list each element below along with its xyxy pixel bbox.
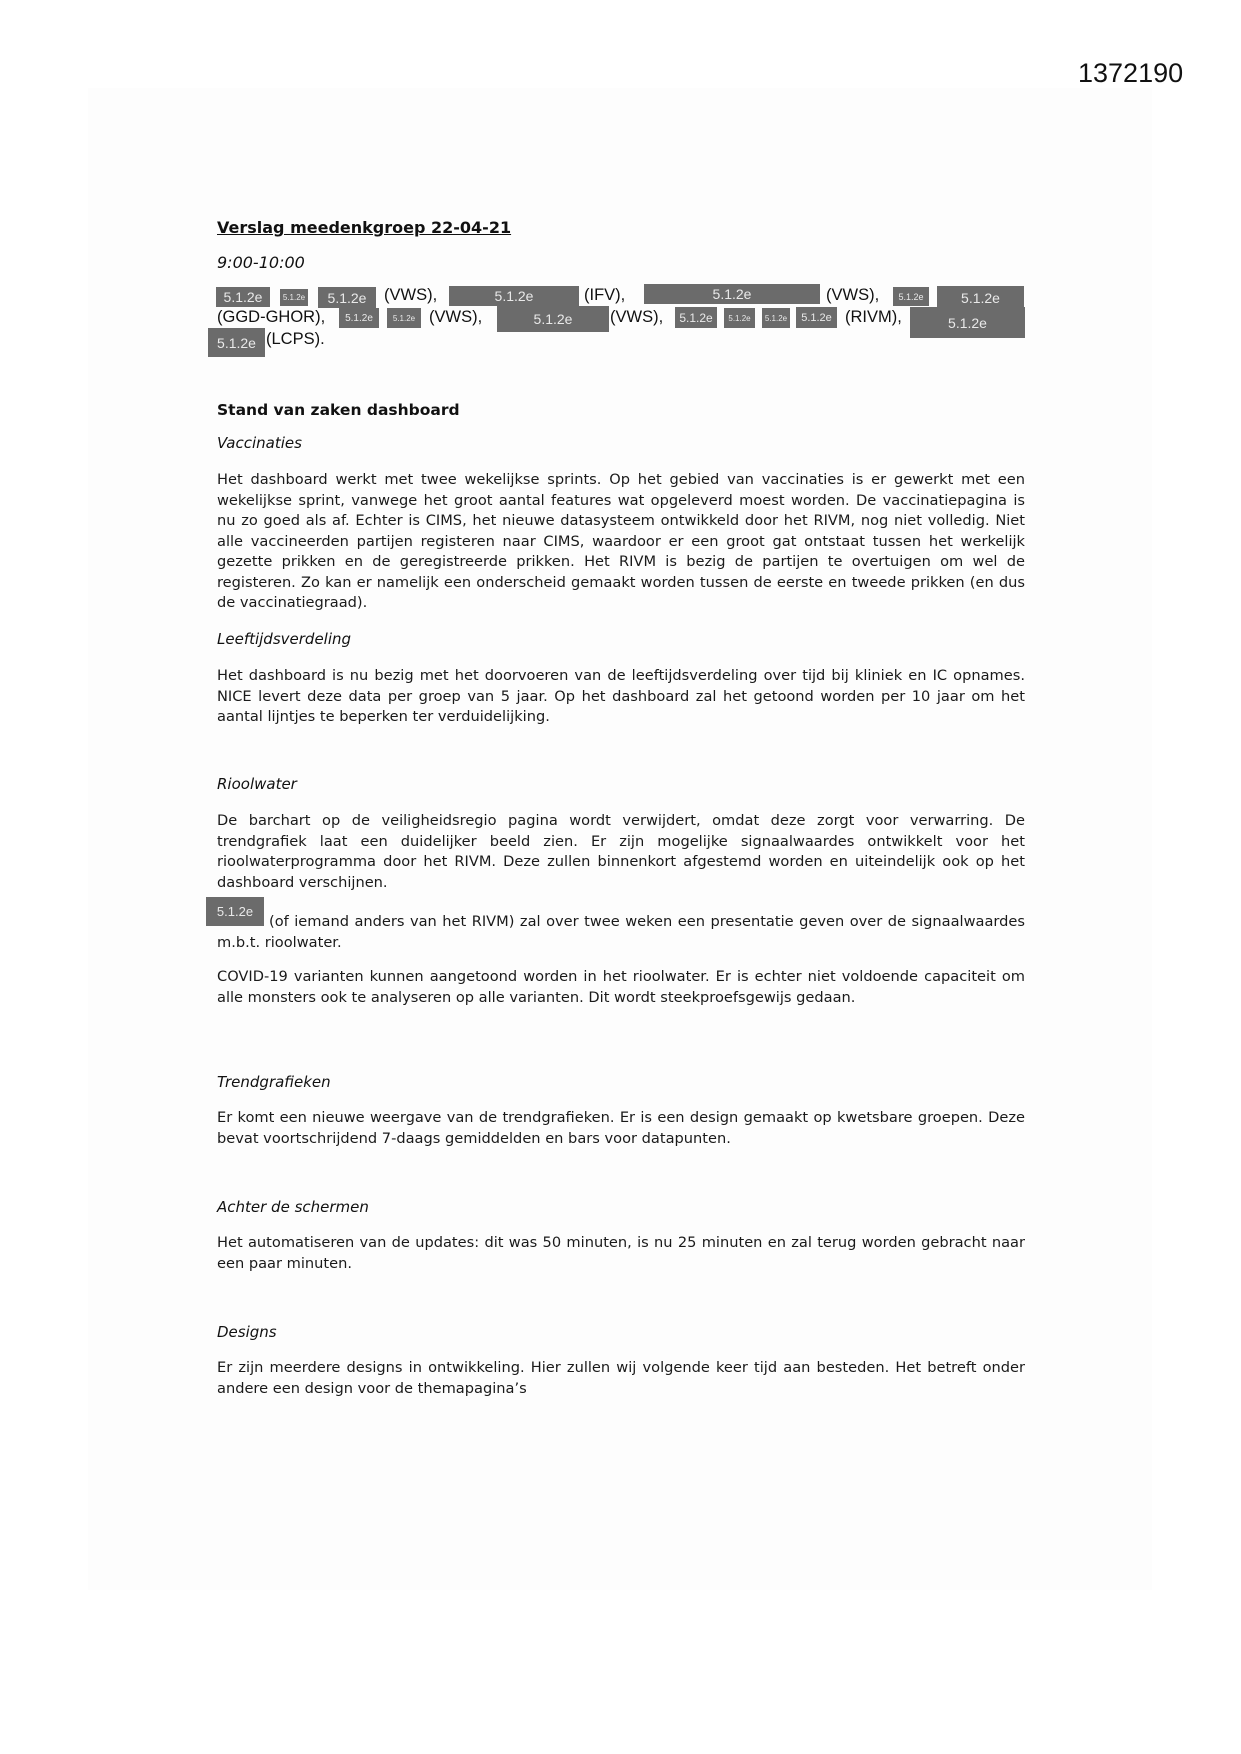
redaction-box: 5.1.2e bbox=[893, 287, 929, 306]
redaction-box: 5.1.2e bbox=[216, 287, 270, 307]
attendee-org: (IFV), bbox=[584, 286, 626, 304]
redaction-box: 5.1.2e bbox=[497, 306, 609, 332]
subsection-heading: Rioolwater bbox=[217, 775, 297, 793]
subsection-heading: Designs bbox=[217, 1323, 277, 1341]
paragraph: Er komt een nieuwe weergave van de trendgrafieken. Er is een design gemaakt op kwetsbare groepen. Deze bevat voortschrijdend 7-daags gemiddelden en bars voor datapunten. bbox=[217, 1109, 1025, 1147]
subsection-heading: Trendgrafieken bbox=[217, 1073, 331, 1091]
subsection-heading: Leeftijdsverdeling bbox=[217, 630, 352, 648]
document-title: Verslag meedenkgroep 22-04-21 bbox=[217, 218, 512, 237]
meeting-time: 9:00-10:00 bbox=[217, 253, 305, 272]
subsection-heading: Vaccinaties bbox=[217, 434, 302, 452]
attendee-org: (VWS), bbox=[429, 308, 483, 326]
attendee-org: (RIVM), bbox=[845, 308, 902, 326]
paragraph: Er zijn meerdere designs in ontwikkeling. Hier zullen wij volgende keer tijd aan besteden. Het betreft onder andere een design voor de themapagina’s bbox=[217, 1359, 1025, 1397]
paragraph: Het dashboard werkt met twee wekelijkse sprints. Op het gebied van vaccinaties is er gewerkt met een wekelijkse sprint, vanwege het groot aantal features wat opgeleverd moest worden. De vaccinatiepagina is nu zo goed als af. Echter is CIMS, het nieuwe datasysteem ontwikkeld door het RIVM, nog niet volledig. Niet alle vaccineerden partijen registeren naar CIMS, waardoor er een groot gat ontstaat tussen het werkelijk gezette prikken en de geregistreerde prikken. Het RIVM is bezig de partijen te overtuigen om wel de registeren. Zo kan er namelijk een onderscheid gemaakt worden tussen de eerste en tweede prikken (en dus de vaccinatiegraad). bbox=[217, 471, 1025, 611]
document-id: 1372190 bbox=[1078, 58, 1184, 88]
redaction-box: 5.1.2e bbox=[937, 286, 1024, 309]
attendee-org: (VWS), bbox=[384, 286, 438, 304]
redaction-box: 5.1.2e bbox=[644, 284, 820, 304]
redaction-box: 5.1.2e bbox=[387, 308, 421, 328]
subsection-heading: Achter de schermen bbox=[217, 1198, 369, 1216]
redaction-box: 5.1.2e bbox=[206, 897, 264, 926]
paragraph: (of iemand anders van het RIVM) zal over twee weken een presentatie geven over de signaalwaardes m.b.t. rioolwater. bbox=[217, 913, 1025, 951]
redaction-box: 5.1.2e bbox=[762, 308, 790, 328]
attendee-org: (GGD-GHOR), bbox=[217, 308, 326, 326]
redaction-box: 5.1.2e bbox=[675, 307, 717, 328]
redaction-box: 5.1.2e bbox=[910, 307, 1025, 338]
paragraph: De barchart op de veiligheidsregio pagina wordt verwijdert, omdat deze zorgt voor verwarring. De trendgrafiek laat een duidelijker beeld zien. Er zijn mogelijke signaalwaardes ontwikkelt voor het rioolwaterprogramma door het RIVM. Deze zullen binnenkort afgestemd worden en uiteindelijk ook op het dashboard verschijnen. bbox=[217, 812, 1025, 891]
redaction-box: 5.1.2e bbox=[724, 308, 755, 328]
redaction-box: 5.1.2e bbox=[208, 328, 265, 357]
paragraph: Het dashboard is nu bezig met het doorvoeren van de leeftijdsverdeling over tijd bij kliniek en IC opnames. NICE levert deze data per groep van 5 jaar. Op het dashboard zal het getoond worden per 10 jaar om het aantal lijntjes te beperken ter verduidelijking. bbox=[217, 667, 1025, 725]
paragraph: Het automatiseren van de updates: dit was 50 minuten, is nu 25 minuten en zal terug worden gebracht naar een paar minuten. bbox=[217, 1234, 1025, 1272]
attendee-org: (VWS), bbox=[826, 286, 880, 304]
redaction-box: 5.1.2e bbox=[318, 287, 376, 308]
redaction-box: 5.1.2e bbox=[339, 308, 379, 328]
section-title: Stand van zaken dashboard bbox=[217, 401, 460, 419]
redaction-box: 5.1.2e bbox=[280, 289, 308, 306]
redaction-box: 5.1.2e bbox=[796, 307, 837, 328]
attendee-org: (LCPS). bbox=[266, 330, 325, 348]
attendee-org: (VWS), bbox=[610, 308, 664, 326]
paragraph: COVID-19 varianten kunnen aangetoond worden in het rioolwater. Er is echter niet voldoende capaciteit om alle monsters ook te analyseren op alle varianten. Dit wordt steekproefsgewijs gedaan. bbox=[217, 968, 1025, 1006]
redaction-box: 5.1.2e bbox=[449, 286, 579, 306]
